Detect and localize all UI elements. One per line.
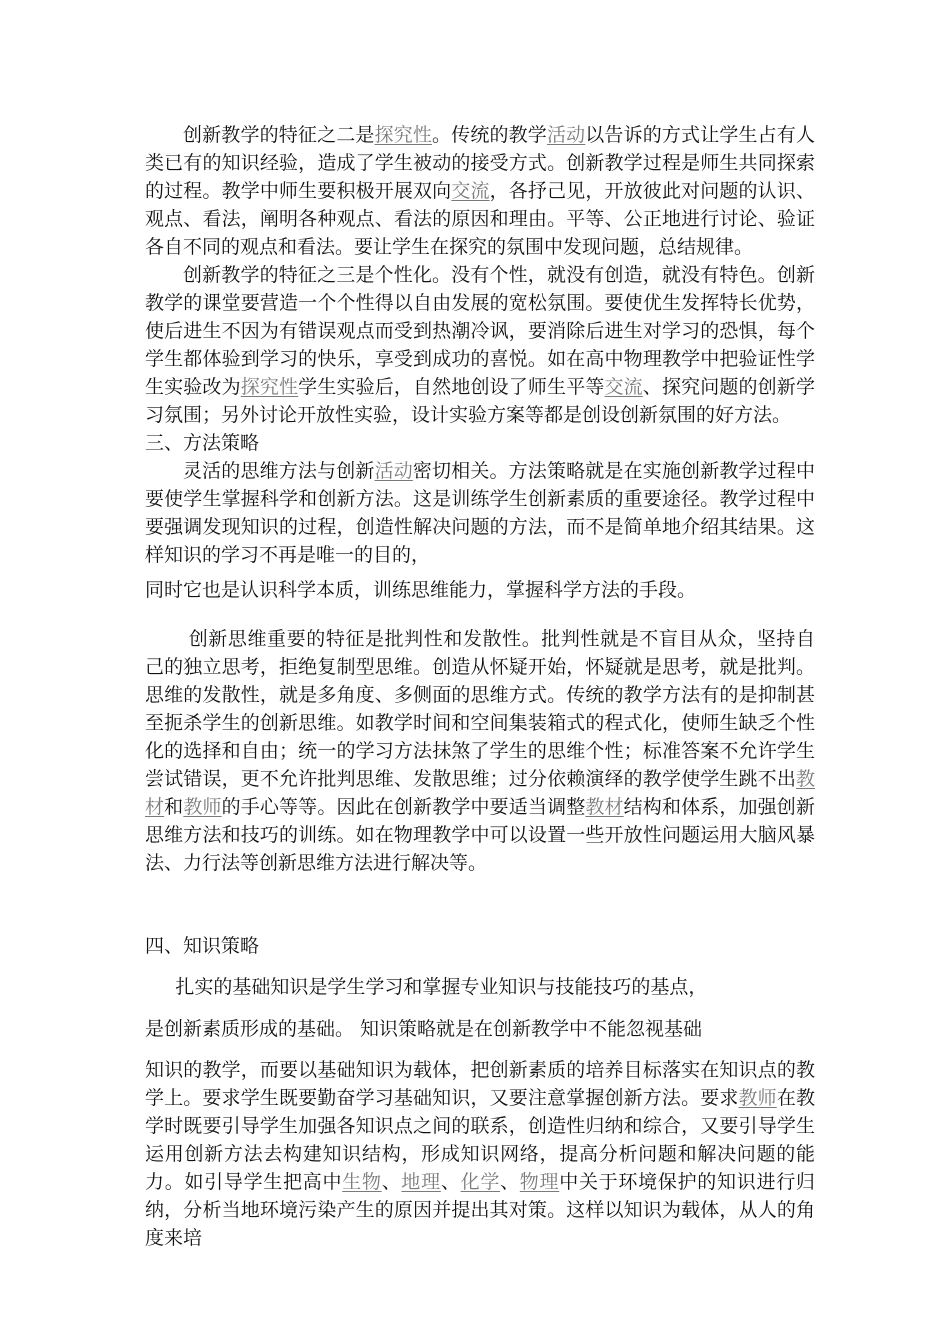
paragraph-knowledge-line2: 是创新素质形成的基础。 知识策略就是在创新教学中不能忽视基础 [145, 1018, 703, 1040]
text: 、 [440, 1171, 461, 1193]
text: 知识的教学，而要以基础知识为载体，把创新素质的培养目标落实在知识点的教学上。要求学生既要勤奋学习基础知识，又要注意掌握创新方法。要求 [145, 1059, 815, 1109]
section-knowledge [145, 932, 815, 1252]
paragraph-method-last-line: 同时它也是认识科学本质，训练思维能力，掌握科学方法的手段。 [145, 579, 697, 601]
link-communication[interactable]: 交流 [604, 376, 643, 398]
text: 创新教学的特征之二是 [183, 124, 375, 146]
paragraph-individuality [145, 261, 815, 429]
link-biology[interactable]: 生物 [342, 1171, 382, 1193]
paragraph-knowledge-line1: 扎实的基础知识是学生学习和掌握专业知识与技能技巧的基点， [175, 976, 708, 998]
text: ，各抒己见，开放彼此对问题的认识、观点、看法，阐明各种观点、看法的原因和理由。平等、公正地进行讨论、验证各自不同的观点和看法。要让学生在探究的氛围中发现问题，总结规律。 [145, 180, 815, 258]
text: 、 [381, 1171, 402, 1193]
link-geography[interactable]: 地理 [401, 1171, 441, 1193]
paragraph-method [145, 457, 815, 569]
link-teacher[interactable]: 教师 [738, 1087, 777, 1109]
link-textbook[interactable]: 教材 [145, 768, 815, 818]
text: 结构和体系，加强创新思维方法和技巧的训练。如在物理教学中可以设置一些开放性问题运用大脑风暴法、力行法等创新思维方法进行解决等。 [145, 796, 815, 874]
text: 灵活的思维方法与创新 [183, 460, 375, 482]
text: 。传统的教学 [432, 124, 547, 146]
text: 、 [500, 1171, 520, 1193]
text: 在教学时既要引导学生加强各知识点之间的联系，创造性归纳和综合，又要引导学生运用创新方法去构建知识结构，形成知识网络，提高分析问题和解决问题的能力。如引导学生把高中 [145, 1087, 815, 1193]
text: 密切相关。方法策略就是在实施创新教学过程中要使学生掌握科学和创新方法。这是训练学生创新素质的重要途径。教学过程中要强调发现知识的过程，创造性解决问题的方法，而不是简单地介绍其结果。这样知识的学习不再是唯一的目的， [145, 460, 815, 566]
heading-knowledge-strategy: 四、知识策略 [145, 935, 260, 957]
link-inquiry[interactable]: 探究性 [374, 124, 433, 146]
text: 、探究问题的创新学习氛围；另外讨论开放性实验，设计实验方案等都是创设创新氛围的好方法。 [145, 376, 815, 426]
link-physics[interactable]: 物理 [519, 1171, 560, 1193]
link-communication[interactable]: 交流 [451, 180, 490, 202]
text: 中关于环境保护的知识进行归纳，分析当地环境污染产生的原因并提出其对策。这样以知识为载体，从人的角度来培 [145, 1171, 815, 1249]
heading-method-strategy: 三、方法策略 [145, 432, 260, 454]
link-inquiry[interactable]: 探究性 [240, 376, 299, 398]
section-features [145, 121, 815, 611]
link-activity[interactable]: 活动 [374, 460, 413, 482]
text: 以告诉的方式让学生占有人类已有的知识经验，造成了学生被动的接受方式。创新教学过程是师生共同探索的过程。教学中师生要积极开展双向 [145, 124, 815, 202]
text: 学生实验后，自然地创设了师生平等 [298, 376, 605, 398]
link-textbook[interactable]: 教材 [585, 796, 624, 818]
link-teacher[interactable]: 教师 [183, 796, 222, 818]
section-critical-thinking [145, 625, 815, 877]
paragraph-knowledge [145, 1056, 815, 1252]
paragraph-inquiry [145, 121, 815, 261]
text: 的手心等等。因此在创新教学中要适当调整 [221, 796, 586, 818]
text: 创新教学的特征之三是个性化。没有个性，就没有创造，就没有特色。创新教学的课堂要营造一个个性得以自由发展的宽松氛围。要使优生发挥特长优势，使后进生不因为有错误观点而受到热潮冷讽，要消除后进生对学习的恐惧，每个学生都体验到学习的快乐，享受到成功的喜悦。如在高中物理教学中把验证性学生实验改为 [145, 264, 815, 398]
text: 创新思维重要的特征是批判性和发散性。批判性就是不盲目从众，坚持自己的独立思考，拒绝复制型思维。创造从怀疑开始，怀疑就是思考，就是批判。思维的发散性，就是多角度、多侧面的思维方式。传统的教学方法有的是抑制甚至扼杀学生的创新思维。如教学时间和空间集装箱式的程式化，使师生缺乏个性化的选择和自由；统一的学习方法抹煞了学生的思维个性；标准答案不允许学生尝试错误，更不允许批判思维、发散思维；过分依赖演绎的教学使学生跳不出 [145, 628, 815, 790]
link-activity[interactable]: 活动 [546, 124, 586, 146]
link-chemistry[interactable]: 化学 [460, 1171, 501, 1193]
text: 和 [164, 796, 184, 818]
paragraph-critical-thinking [145, 625, 815, 877]
